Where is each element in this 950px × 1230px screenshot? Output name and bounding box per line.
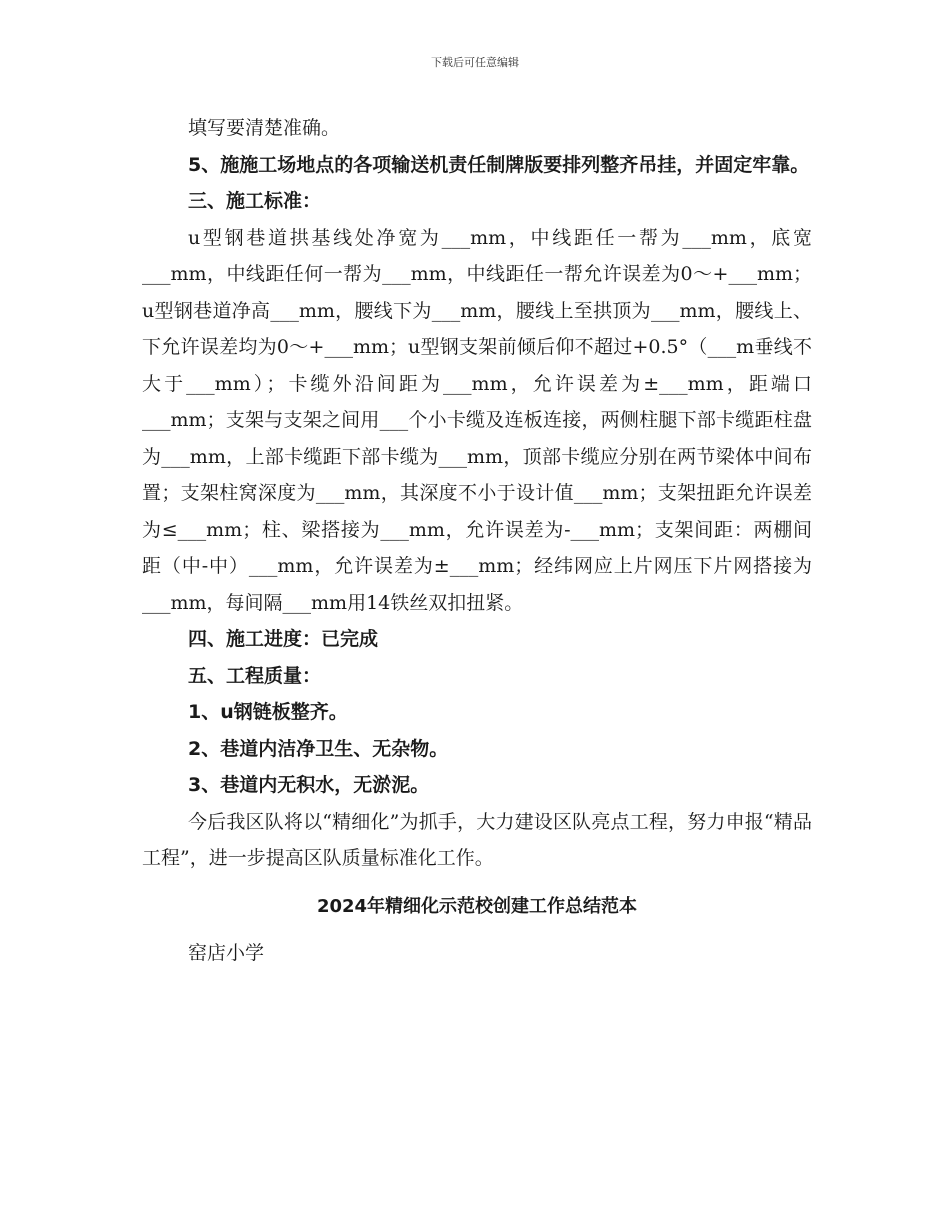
document-title: 2024年精细化示范校创建工作总结范本 — [316, 895, 638, 917]
document-body — [142, 110, 812, 972]
paragraph: 填写要清楚准确。 — [188, 117, 341, 139]
section-heading: 五、工程质量： — [188, 664, 322, 687]
section-heading: 三、施工标准： — [188, 190, 322, 212]
paragraph: u型钢巷道拱基线处净宽为___mm，中线距任一帮为___mm，底宽___mm，中线距任何一帮为___mm，中线距任一帮允许误差为0～+___mm；u型钢巷道净高___mm，腰线下为___mm，腰线上至拱顶为___mm，腰线上、下允许误差均为0～+___mm；u型钢支架前倾后仰不超过+0.5°（___m垂线不大于___mm）；卡缆外沿间距为___mm，允许误差为±___mm，距端口___mm；支架与支架之间用___个小卡缆及连板连接，两侧柱腿下部卡缆距柱盘为___mm，上部卡缆距下部卡缆为___mm，顶部卡缆应分别在两节梁体中间布置；支架柱窝深度为___mm，其深度不小于设计值___mm；支架扭距允许误差为≤___mm；柱、梁搭接为___mm，允许误差为-___mm；支架间距：两棚间距（中-中）___mm，允许误差为±___mm；经纬网应上片网压下片网搭接为___mm，每间隔___mm用14铁丝双扣扭紧。 — [142, 226, 812, 614]
list-item: 2、巷道内洁净卫生、无杂物。 — [188, 737, 449, 760]
paragraph: 今后我区队将以“精细化”为抓手，大力建设区队亮点工程，努力申报“精品工程”，进一步提高区队质量标准化工作。 — [142, 810, 812, 869]
page-header: 下载后可任意编辑 — [431, 56, 519, 69]
list-item: 3、巷道内无积水，无淤泥。 — [188, 774, 430, 796]
paragraph: 窑店小学 — [188, 942, 265, 964]
paragraph: 5、施施工场地点的各项输送机责任制牌版要排列整齐吊挂，并固定牢靠。 — [188, 153, 810, 176]
section-heading: 四、施工进度：已完成 — [188, 628, 379, 650]
list-item: 1、u钢链板整齐。 — [188, 701, 348, 723]
